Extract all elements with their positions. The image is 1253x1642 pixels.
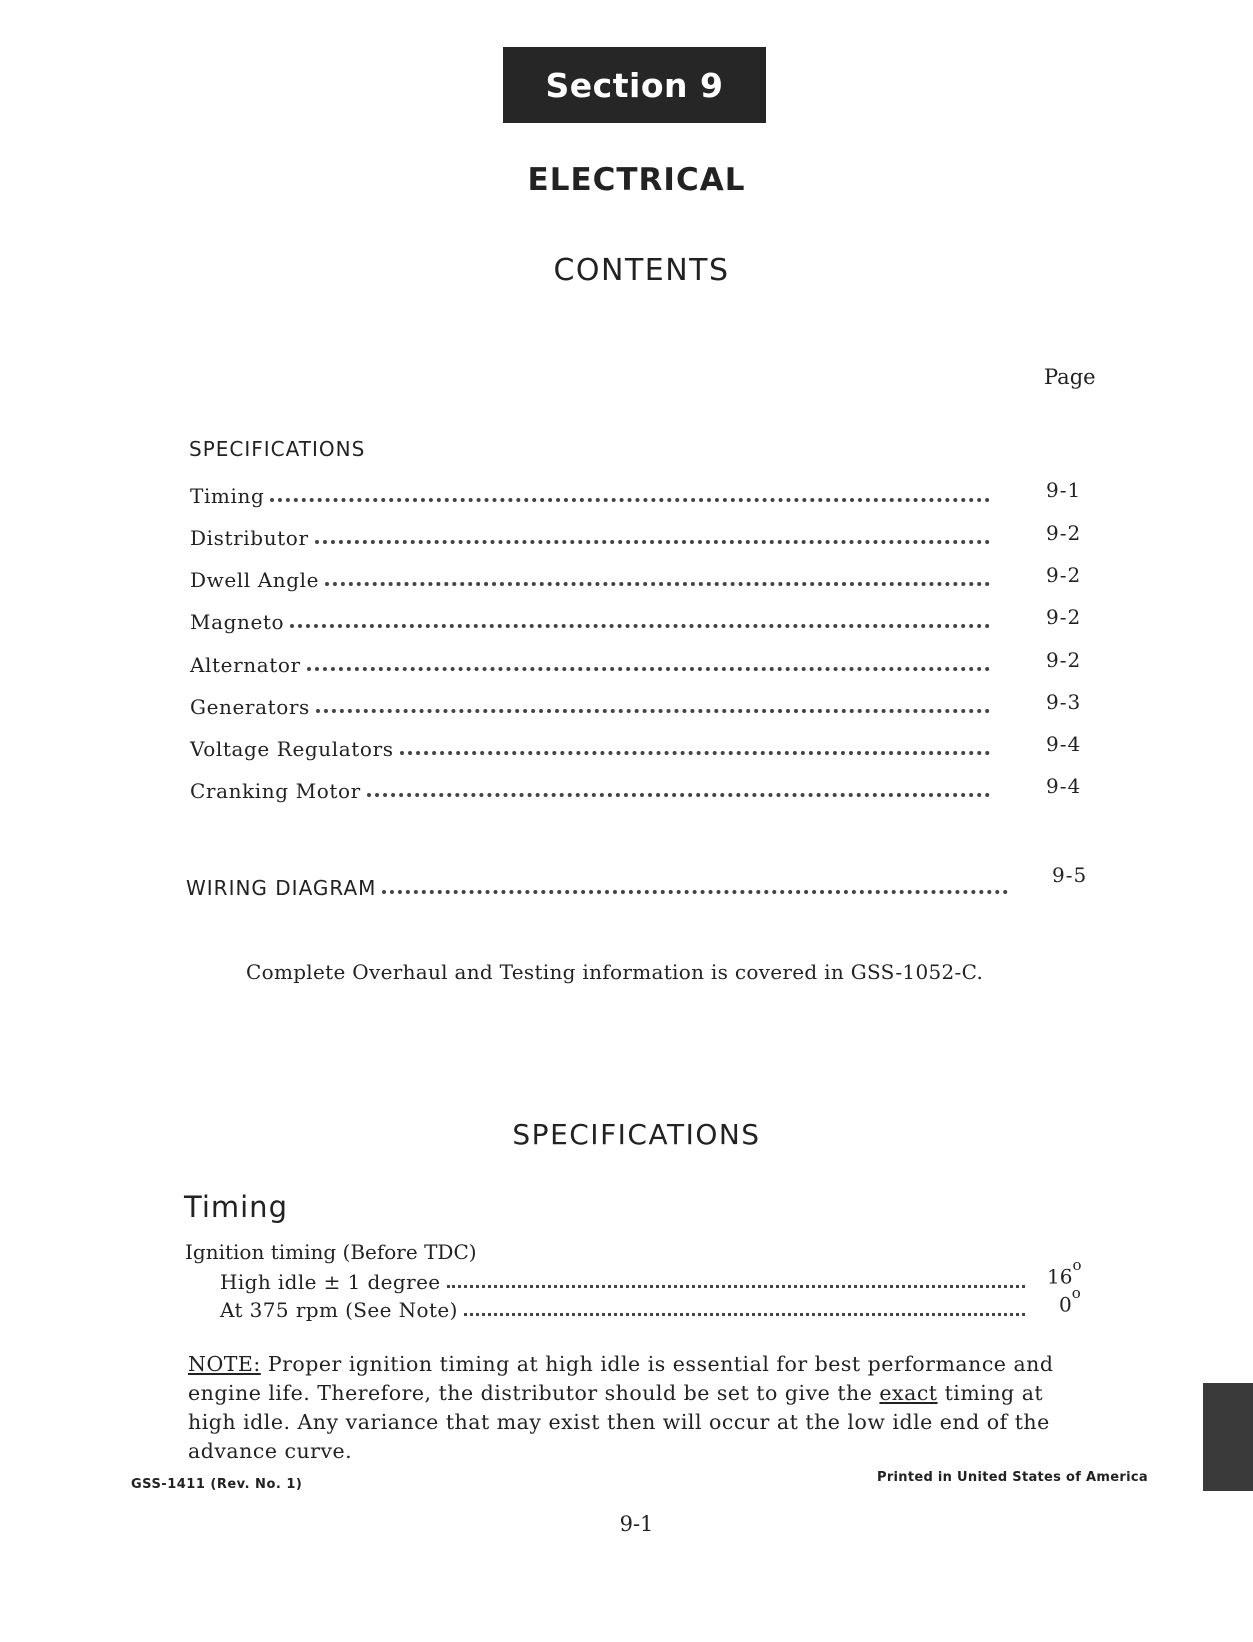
toc-item-magneto xyxy=(190,602,990,634)
spec-row-label: At 375 rpm (See Note) xyxy=(220,1298,458,1322)
toc-item-page: 9-5 xyxy=(1052,863,1088,887)
toc-item-label: Generators xyxy=(190,695,310,719)
dot-leader xyxy=(447,1285,1025,1288)
spec-value-high-idle: 16$^o$ xyxy=(1047,1256,1082,1289)
toc-item-page: 9-4 xyxy=(1046,732,1082,756)
dot-leader xyxy=(290,624,990,628)
spec-row-375-rpm xyxy=(220,1294,1025,1322)
toc-item-distributor xyxy=(190,518,990,550)
degree-symbol: o xyxy=(1071,1284,1081,1302)
dot-leader xyxy=(367,793,990,797)
note-emphasis: exact xyxy=(879,1381,938,1405)
toc-item-page: 9-4 xyxy=(1046,774,1082,798)
dot-leader xyxy=(382,890,1008,894)
toc-item-page: 9-1 xyxy=(1046,478,1082,502)
toc-item-label: Timing xyxy=(190,484,265,508)
toc-item-page: 9-2 xyxy=(1046,563,1082,587)
toc-item-label: Distributor xyxy=(190,526,309,550)
toc-item-wiring-diagram xyxy=(186,868,1008,900)
spec-row-high-idle xyxy=(220,1266,1025,1294)
toc-item-cranking-motor xyxy=(190,771,990,803)
toc-item-label: Magneto xyxy=(190,610,285,634)
contents-heading: CONTENTS xyxy=(553,253,730,288)
toc-item-page: 9-2 xyxy=(1046,648,1082,672)
section-tab-marker xyxy=(1203,1383,1253,1491)
dot-leader xyxy=(316,709,990,713)
dot-leader xyxy=(270,498,990,502)
footer-printed: Printed in United States of America xyxy=(877,1470,1148,1485)
section-banner xyxy=(503,47,766,123)
toc-item-generators xyxy=(190,687,990,719)
page-column-label: Page xyxy=(1044,365,1096,389)
toc-specifications-heading: SPECIFICATIONS xyxy=(189,437,366,461)
spec-row-label: High idle ± 1 degree xyxy=(220,1270,441,1294)
timing-title: Timing xyxy=(184,1190,288,1224)
spec-value-375-rpm: 0$^o$ xyxy=(1059,1284,1081,1317)
specifications-heading: SPECIFICATIONS xyxy=(512,1118,761,1151)
toc-item-label: Voltage Regulators xyxy=(190,737,394,761)
timing-note xyxy=(188,1350,1068,1466)
toc-item-voltage-regulators xyxy=(190,729,990,761)
toc-item-page: 9-2 xyxy=(1046,605,1082,629)
degree-symbol: o xyxy=(1072,1256,1082,1274)
toc-item-dwell-angle xyxy=(190,560,990,592)
toc-item-page: 9-2 xyxy=(1046,521,1082,545)
dot-leader xyxy=(325,582,990,586)
toc-item-page: 9-3 xyxy=(1046,690,1082,714)
section-label: Section 9 xyxy=(545,65,724,105)
dot-leader xyxy=(315,540,990,544)
dot-leader xyxy=(307,667,990,671)
toc-item-label: Cranking Motor xyxy=(190,779,361,803)
toc-item-alternator xyxy=(190,645,990,677)
dot-leader xyxy=(464,1313,1025,1316)
note-text-2: timing at high idle. Any variance that may exist then will occur at the low idle end of the advance curve. xyxy=(188,1381,1050,1463)
overhaul-note: Complete Overhaul and Testing information is covered in GSS-1052-C. xyxy=(246,960,984,984)
chapter-title: ELECTRICAL xyxy=(527,162,746,198)
toc-item-label: Alternator xyxy=(190,653,301,677)
toc-item-timing xyxy=(190,476,990,508)
note-prefix: NOTE: xyxy=(188,1352,261,1376)
page-number: 9-1 xyxy=(619,1512,654,1536)
ignition-timing-label: Ignition timing (Before TDC) xyxy=(185,1240,477,1264)
dot-leader xyxy=(400,751,990,755)
footer-doc-id: GSS-1411 (Rev. No. 1) xyxy=(131,1477,303,1492)
toc-item-label: WIRING DIAGRAM xyxy=(186,876,377,900)
toc-item-label: Dwell Angle xyxy=(190,568,320,592)
note-text-1: Proper ignition timing at high idle is essential for best performance and engine life. Therefore, the distributor should be set to give the xyxy=(188,1352,1054,1405)
